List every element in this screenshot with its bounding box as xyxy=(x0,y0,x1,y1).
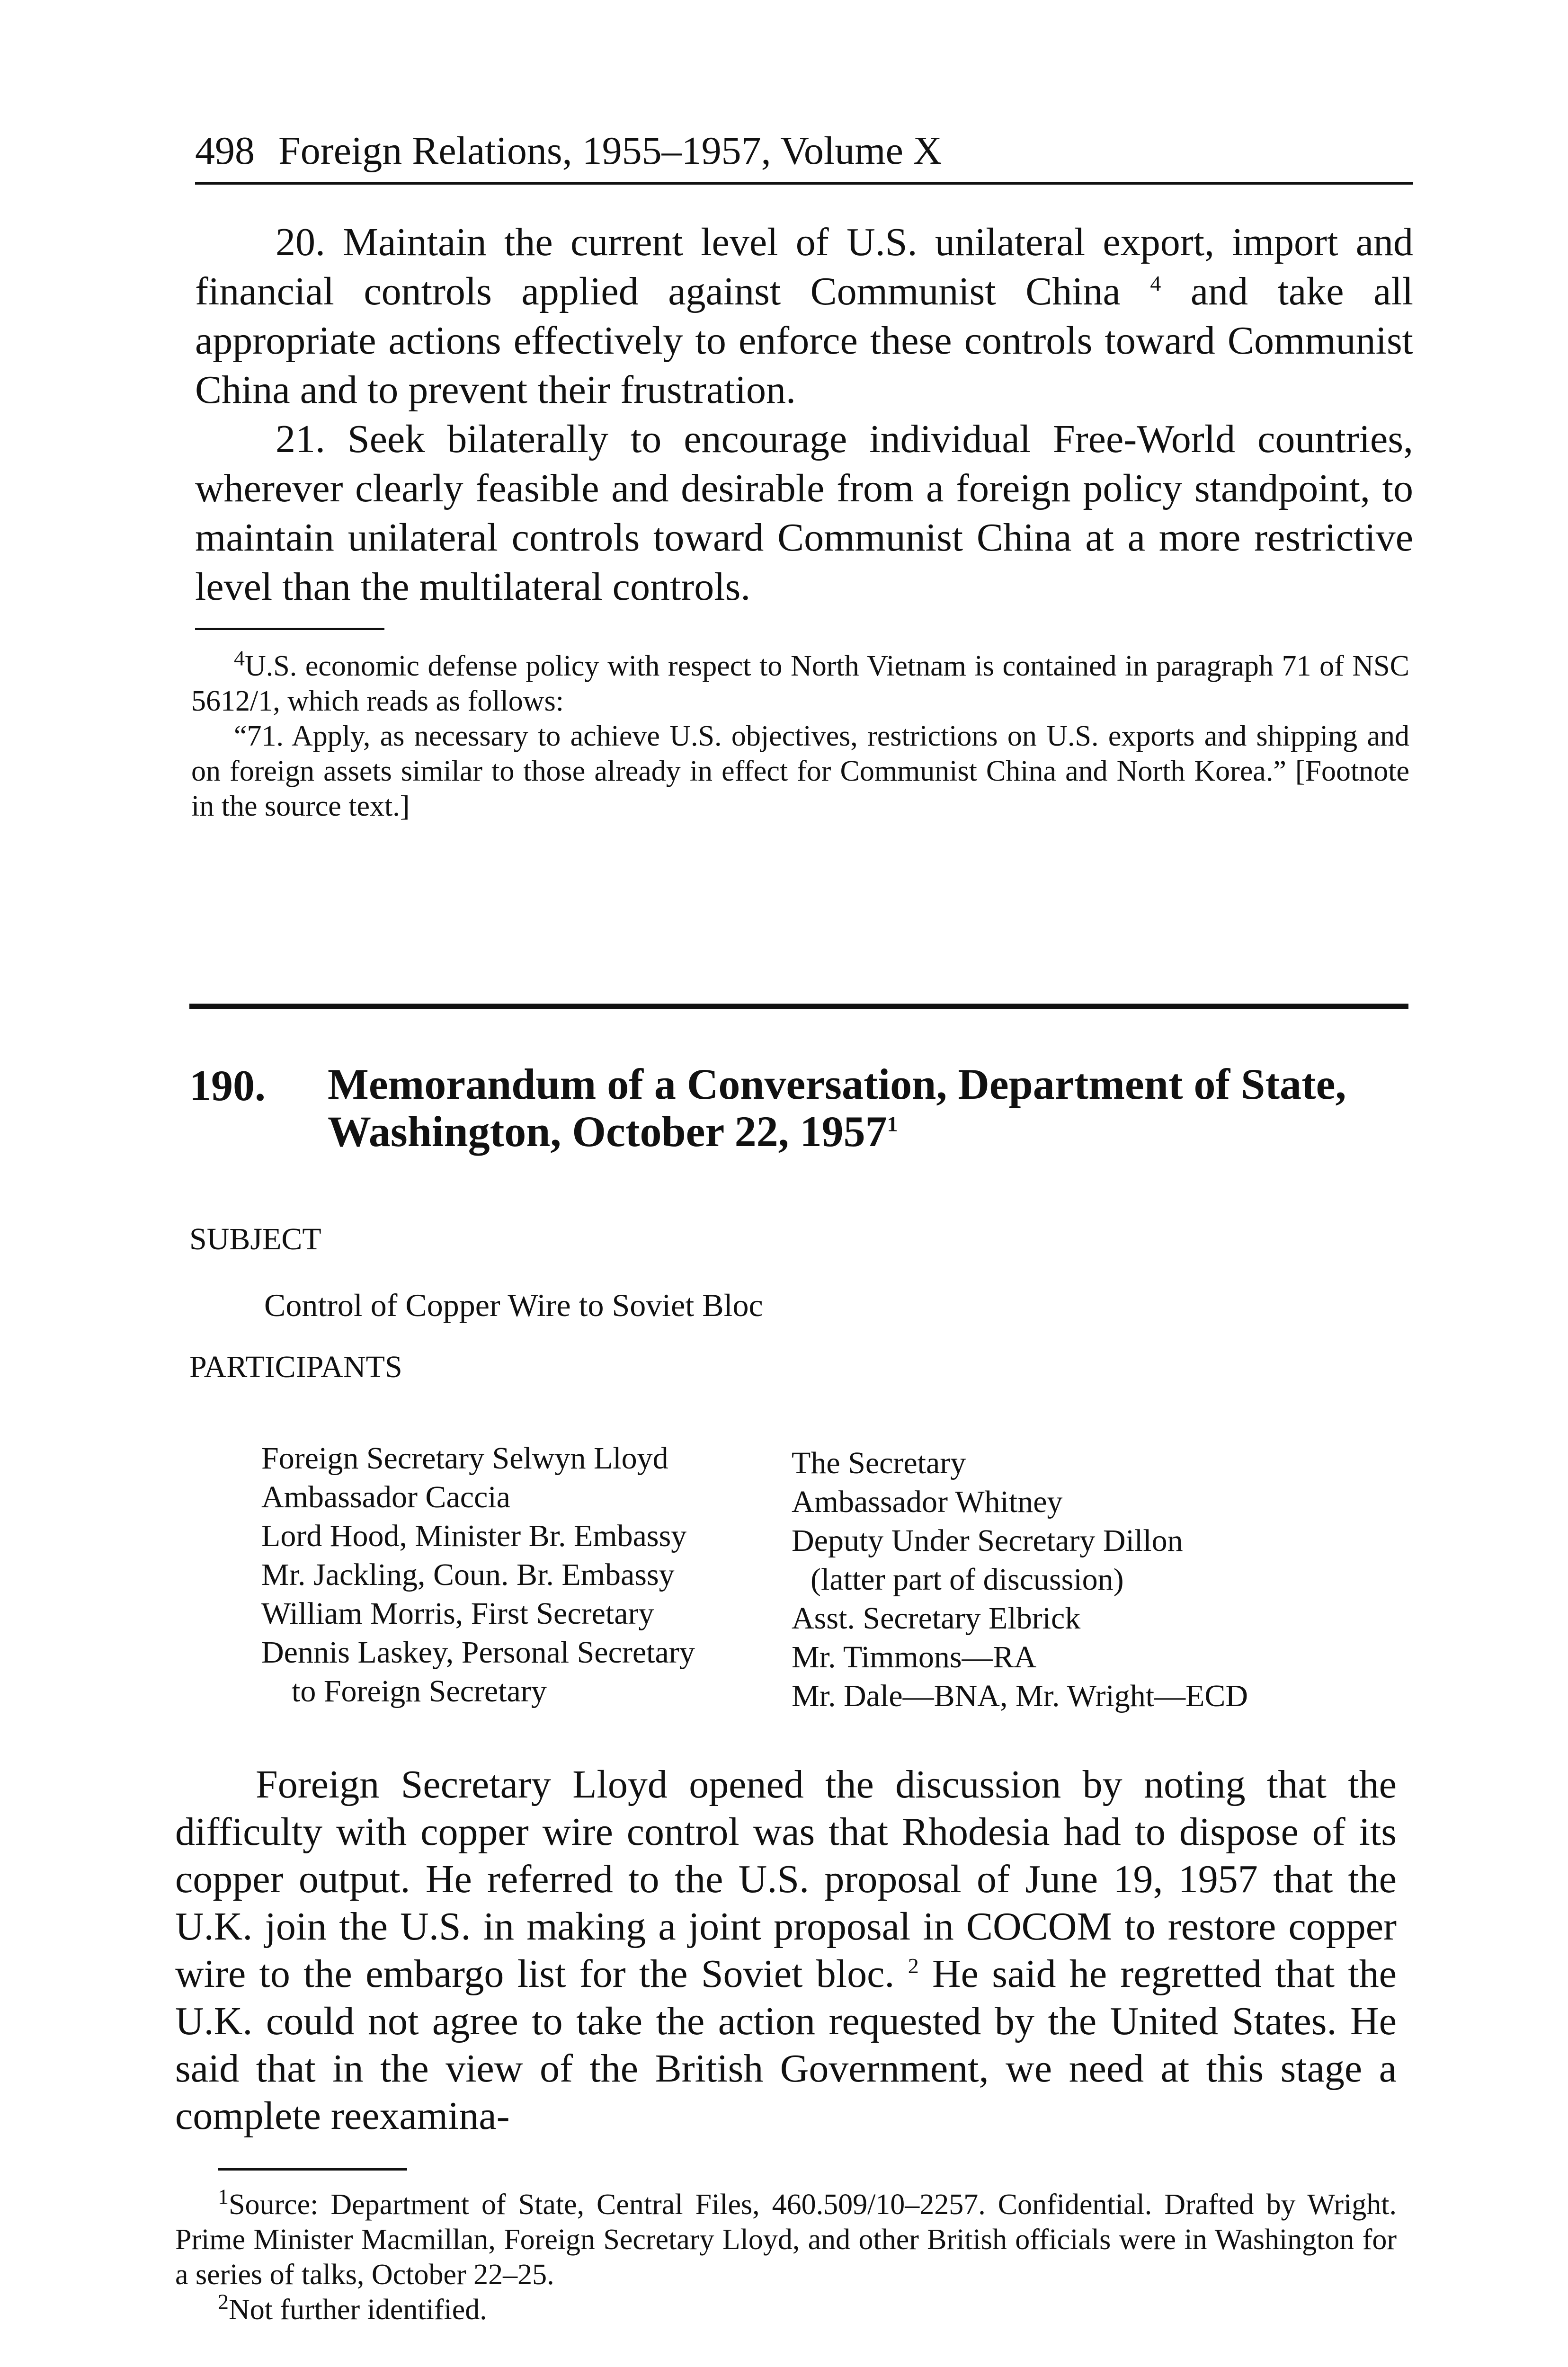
participants-label: PARTICIPANTS xyxy=(189,1350,402,1384)
paragraph-number: 20. xyxy=(276,220,325,264)
footnote-text: Source: Department of State, Central Files, 460.509/10–2257. Confidential. Drafted by Wright. Prime Minister Macmillan, Foreign Secretary Lloyd, and other British officials were in Washington for a series of talks, October 22–25. xyxy=(175,2189,1397,2291)
footnote-ref: 4 xyxy=(1150,271,1161,295)
footnote-text: U.S. economic defense policy with respect to North Vietnam is contained in paragraph 71 of NSC 5612/1, which reads as follows: xyxy=(191,650,1409,717)
participant: Mr. Dale—BNA, Mr. Wright—ECD xyxy=(792,1679,1248,1713)
running-head xyxy=(195,128,942,174)
document-title-text: Memorandum of a Conversation, Department of State, Washington, October 22, 1957 xyxy=(328,1060,1346,1156)
footnote-rule xyxy=(195,628,384,630)
footnote-text: Not further identified. xyxy=(229,2294,487,2326)
participant: Lord Hood, Minister Br. Embassy xyxy=(261,1519,687,1553)
memo-body xyxy=(175,1761,1397,2140)
running-title: Foreign Relations, 1955–1957, Volume X xyxy=(278,129,942,173)
footnote-marker: 2 xyxy=(218,2289,229,2314)
footnote-2 xyxy=(175,2289,1397,2327)
footnote-marker: 4 xyxy=(234,646,245,670)
top-section-text xyxy=(195,218,1413,612)
header-rule xyxy=(195,182,1413,185)
participant: Mr. Jackling, Coun. Br. Embassy xyxy=(261,1557,675,1592)
paragraph-20 xyxy=(195,218,1413,415)
participant: Ambassador Caccia xyxy=(261,1480,510,1514)
participant: Dennis Laskey, Personal Secretary xyxy=(261,1635,695,1670)
participants-right xyxy=(792,1444,1248,1716)
footnote-quote: “71. Apply, as necessary to achieve U.S. objectives, restrictions on U.S. exports and shipping and on foreign assets similar to those already in effect for Communist China and North Korea.” [Footnote in the source text.] xyxy=(191,720,1409,822)
memo-text: Foreign Secretary Lloyd opened the discussion by noting that the difficulty with copper wire control was that Rhodesia had to dispose of its copper output. He referred to the U.S. proposal of June 19, 1957 that the U.K. join the U.S. in making a joint proposal in COCOM to restore copper wire to the embargo list for the Soviet bloc. xyxy=(175,1762,1397,1996)
footnote-paragraph xyxy=(191,646,1409,719)
page-number: 498 xyxy=(195,129,255,173)
footnote-1 xyxy=(175,2184,1397,2292)
participant: Foreign Secretary Selwyn Lloyd xyxy=(261,1441,668,1476)
participant-continuation: to Foreign Secretary xyxy=(292,1674,547,1709)
title-footnote-ref: 1 xyxy=(887,1112,898,1136)
memo-text: He said he regretted that the U.K. could not agree to take the action requested by the United States. He said that in the view of the British Government, we need at this stage a complete reexamina- xyxy=(175,1952,1397,2138)
footnote-ref: 2 xyxy=(908,1954,919,1978)
participant: William Morris, First Secretary xyxy=(261,1596,654,1631)
participant-continuation: (latter part of discussion) xyxy=(811,1562,1124,1597)
paragraph-text: Maintain the current level of U.S. unilateral export, import and financial controls applied against Communist China xyxy=(195,220,1414,313)
bottom-footnotes xyxy=(175,2184,1397,2327)
document-number: 190. xyxy=(189,1061,266,1110)
subject-label: SUBJECT xyxy=(189,1222,321,1256)
paragraph-text: and take all appropriate actions effectively to enforce these controls toward Communist China and to prevent their frustration. xyxy=(195,269,1413,412)
participant: Mr. Timmons—RA xyxy=(792,1640,1037,1674)
participant: Ambassador Whitney xyxy=(792,1485,1063,1519)
document-title xyxy=(328,1060,1417,1155)
footnote-rule xyxy=(218,2168,407,2171)
subject-text: Control of Copper Wire to Soviet Bloc xyxy=(264,1287,763,1323)
participant: Deputy Under Secretary Dillon xyxy=(792,1523,1183,1558)
paragraph-text: Seek bilaterally to encourage individual Free-World countries, wherever clearly feasible and desirable from a foreign policy standpoint, to maintain unilateral controls toward Communist China at a more restrictive level than the multilateral controls. xyxy=(195,417,1414,609)
participants-left xyxy=(261,1439,695,1711)
paragraph-21 xyxy=(195,415,1413,612)
footnote-4 xyxy=(191,646,1409,824)
participant: The Secretary xyxy=(792,1446,966,1480)
paragraph-number: 21. xyxy=(276,417,325,461)
footnote-marker: 1 xyxy=(218,2184,229,2209)
participant: Asst. Secretary Elbrick xyxy=(792,1601,1081,1636)
section-divider xyxy=(189,1004,1408,1009)
memo-paragraph xyxy=(175,1761,1397,2140)
